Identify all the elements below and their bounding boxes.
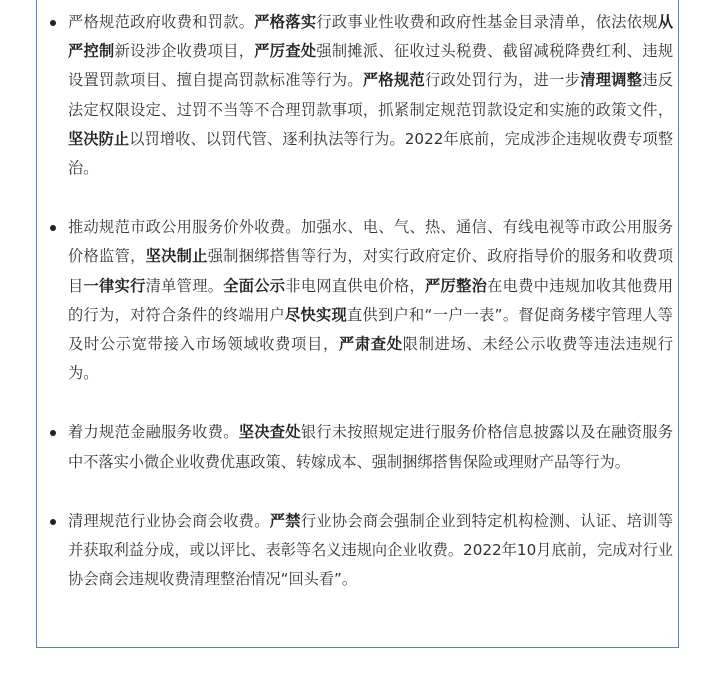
bold-text-segment: 严格规范	[362, 71, 425, 90]
bold-text-segment: 严厉整治	[425, 276, 488, 295]
text-segment: 违反法定权限设定、过罚不当等不合理罚款事项，抓紧制定规范罚款设定和实施的政策文件，	[68, 71, 674, 119]
text-segment: 直供到户和“一户一表”。督促商务楼宇管理人等及时公示宽带接入市场领域收费项目，	[68, 305, 673, 354]
bold-text-segment: 严厉查处	[254, 42, 317, 61]
item-text	[68, 512, 673, 588]
bold-text-segment: 尽快实现	[284, 305, 347, 324]
text-segment: 推动规范市政公用服务价外收费。加强水、电、气、热、通信、有线电视等市政公用服务价格监管，	[68, 218, 673, 266]
text-segment: 行业协会商会强制企业到特定机构检测、认证、培训等并获取利益分成，或以评比、表彰等名义违规向企业收费。2022年10月底前，完成对行业协会商会违规收费清理整治情况“回头看”。	[68, 511, 674, 589]
bold-text-segment: 严肃查处	[339, 335, 403, 354]
bold-text-segment: 全面公示	[223, 276, 286, 295]
text-segment: 新设涉企收费项目，	[114, 42, 255, 61]
bold-text-segment: 从严控制	[68, 13, 674, 61]
bullet-icon	[50, 519, 56, 525]
bold-text-segment: 一律实行	[83, 276, 146, 295]
bold-text-segment: 清理调整	[580, 71, 643, 90]
list-item	[48, 507, 673, 595]
bold-text-segment: 坚决制止	[145, 247, 208, 266]
text-segment: 清单管理。	[145, 276, 224, 295]
text-segment: 行政事业性收费和政府性基金目录清单，依法依规	[316, 13, 658, 31]
policy-list	[48, 8, 673, 594]
text-segment: 着力规范金融服务收费。	[68, 423, 239, 442]
bullet-icon	[50, 225, 56, 231]
item-text	[68, 218, 673, 382]
text-segment: 严格规范政府收费和罚款。	[68, 13, 255, 31]
item-text	[68, 13, 673, 177]
bullet-icon	[50, 20, 56, 26]
bold-text-segment: 严格落实	[254, 13, 317, 31]
bold-text-segment: 坚决防止	[68, 129, 130, 148]
text-segment: 强制摊派、征收过头税费、截留减税降费红利、违规设置罚款项目、擅自提高罚款标准等行为。	[68, 42, 674, 90]
list-item	[48, 213, 673, 388]
text-segment: 非电网直供电价格，	[285, 276, 426, 295]
text-segment: 以罚增收、以罚代管、逐利执法等行为。2022年底前，完成涉企违规收费专项整治。	[68, 129, 674, 178]
text-segment: 清理规范行业协会商会收费。	[68, 511, 270, 530]
text-segment: 强制捆绑搭售等行为，对实行政府定价、政府指导价的服务和收费项目	[68, 247, 674, 295]
bold-text-segment: 严禁	[269, 511, 301, 530]
bullet-icon	[50, 430, 56, 436]
list-item	[48, 418, 673, 476]
text-segment: 限制进场、未经公示收费等违法违规行为。	[68, 335, 674, 383]
text-segment: 行政处罚行为，进一步	[425, 71, 581, 90]
text-segment: 在电费中违规加收其他费用的行为，对符合条件的终端用户	[68, 276, 674, 324]
item-text	[68, 423, 673, 470]
list-item	[48, 8, 673, 183]
bold-text-segment: 坚决查处	[238, 423, 301, 442]
text-segment: 银行未按照规定进行服务价格信息披露以及在融资服务中不落实小微企业收费优惠政策、转嫁成本、强制捆绑搭售保险或理财产品等行为。	[68, 423, 674, 471]
